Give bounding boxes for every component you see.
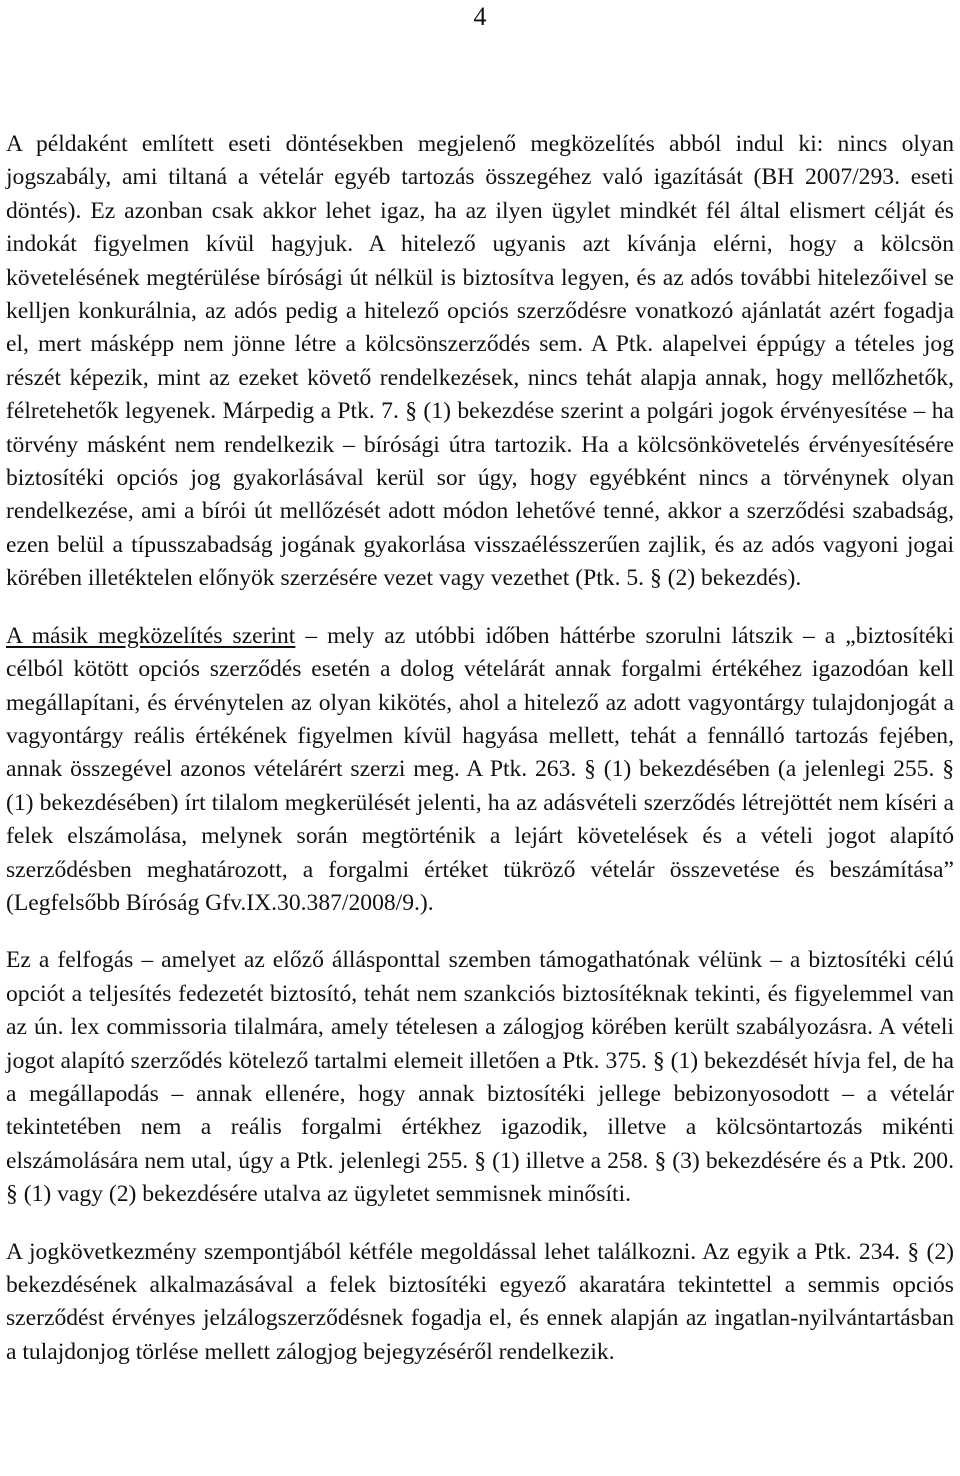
paragraph-2-text: – mely az utóbbi időben háttérbe szorulni látszik – a „biztosítéki célból kötött opciós szerződés esetén a dolog vételárát annak forgalmi értékéhez igazodóan kell megállapítani, és érvénytelen az olyan kikötés, ahol a hitelező az adott vagyontárgy tulajdonjogát a vagyontárgy reális értékének figyelmen kívül hagyása mellett, tehát a fennálló tartozás fejében, annak összegével azonos vételárért szerzi meg. A Ptk. 263. § (1) bekezdésében (a jelenlegi 255. § (1) bekezdésében) írt tilalom megkerülését jelenti, ha az adásvételi szerződés létrejöttét nem kíséri a felek elszámolása, melynek során megtörténik a lejárt követelések és a vételi jogot alapító szerződésben meghatározott, a forgalmi értéket tükröző vételár összevetése és beszámítása” (Legfelsőbb Bíróság Gfv.IX.30.387/2008/9.). bbox=[6, 622, 954, 916]
paragraph-1 bbox=[6, 128, 954, 596]
paragraph-3 bbox=[6, 944, 954, 1211]
paragraph-3-text: Ez a felfogás – amelyet az előző állásponttal szemben támogathatónak vélünk – a biztosítéki célú opciót a teljesítés fedezetét biztosító, tehát nem szankciós biztosítéknak tekinti, és figyelemmel van az ún. lex commissoria tilalmára, amely tételesen a zálogjog körében került szabályozásra. A vételi jogot alapító szerződés kötelező tartalmi elemeit illetően a Ptk. 375. § (1) bekezdését hívja fel, de ha a megállapodás – annak ellenére, hogy annak biztosítéki jellege bebizonyosodott – a vételár tekintetében nem a reális forgalmi értékhez igazodik, illetve a kölcsöntartozás mikénti elszámolására nem utal, úgy a Ptk. jelenlegi 255. § (1) illetve a 258. § (3) bekezdésére és a Ptk. 200. § (1) vagy (2) bekezdésére utalva az ügyletet semmisnek minősíti. bbox=[6, 947, 954, 1208]
paragraph-4 bbox=[6, 1236, 954, 1370]
document-body bbox=[6, 128, 954, 1369]
paragraph-2 bbox=[6, 620, 954, 921]
page-number: 4 bbox=[473, 2, 487, 31]
paragraph-4-text: A jogkövetkezmény szempontjából kétféle megoldással lehet találkozni. Az egyik a Ptk. 234. § (2) bekezdésének alkalmazásával a felek biztosítéki egyező akaratára tekintettel a semmis opciós szerződést érvényes jelzálogszerződésnek fogadja el, és ennek alapján az ingatlan-nyilvántartásban a tulajdonjog törlése mellett zálogjog bejegyzéséről rendelkezik. bbox=[6, 1238, 954, 1365]
paragraph-1-text: A példaként említett eseti döntésekben megjelenő megközelítés abból indul ki: nincs olyan jogszabály, ami tiltaná a vételár egyéb tartozás összegéhez való igazítását (BH 2007/293. eseti döntés). Ez azonban csak akkor lehet igaz, ha az ilyen ügylet mindkét fél által elismert célját és indokát figyelmen kívül hagyjuk. A hitelező ugyanis azt kívánja elérni, hogy a kölcsön követelésének megtérülése bírósági út nélkül is biztosítva legyen, és az adós további hitelezőivel se kelljen konkurálnia, az adós pedig a hitelező opciós szerződésre vonatkozó ajánlatát azért fogadja el, mert másképp nem jönne létre a kölcsönszerződés sem. A Ptk. alapelvei éppúgy a tételes jog részét képezik, mint az ezeket követő rendelkezések, nincs tehát alapja annak, hogy mellőzhetők, félretehetők legyenek. Márpedig a Ptk. 7. § (1) bekezdése szerint a polgári jogok érvényesítése – ha törvény másként nem rendelkezik – bírósági útra tartozik. Ha a kölcsönkövetelés érvényesítésére biztosítéki opciós jog gyakorlásával kerül sor úgy, hogy egyébként nincs a törvénynek olyan rendelkezése, ami a bírói út mellőzését adott módon lehetővé tenné, akkor a szerződési szabadság, ezen belül a típusszabadság jogának gyakorlása visszaélésszerűen zajlik, és az adós vagyoni jogai körében illetéktelen előnyök szerzésére vezet vagy vezethet (Ptk. 5. § (2) bekezdés). bbox=[6, 131, 954, 592]
paragraph-2-underlined-lead: A másik megközelítés szerint bbox=[6, 622, 296, 649]
